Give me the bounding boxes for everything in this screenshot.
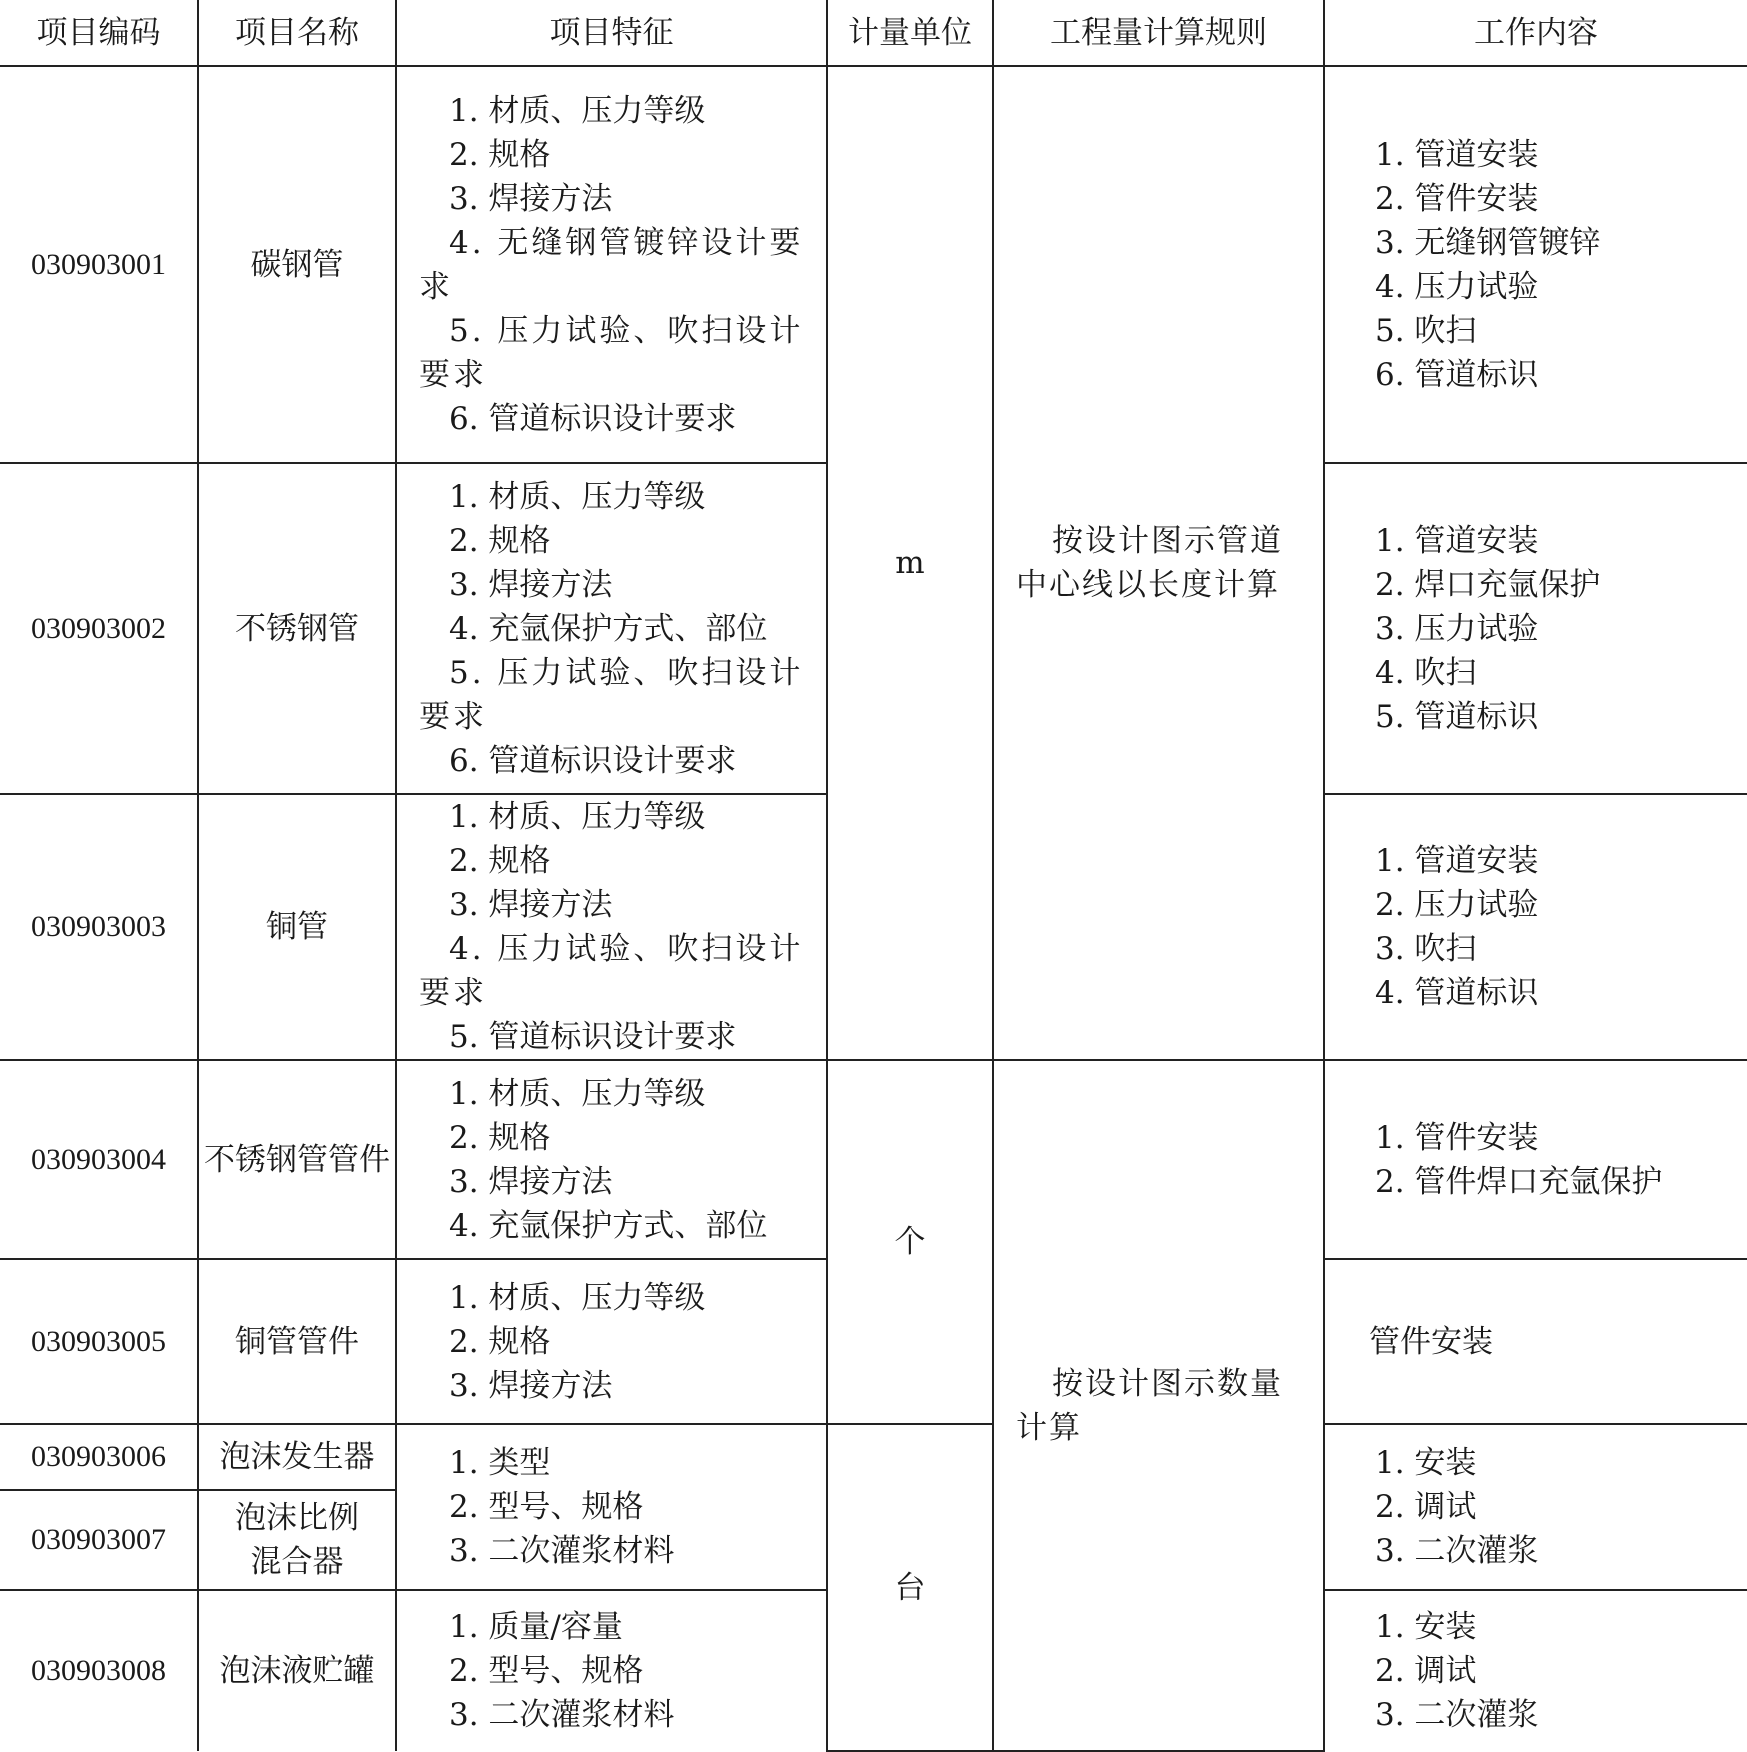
rule-text: 按设计图示管道中心线以长度计算 [1016,523,1283,603]
header-row [0,0,1747,66]
item-name-line: 泡沫比例 [235,1500,359,1536]
feature-line: 4. 充氩保护方式、部位 [449,1207,768,1244]
feature-line: 2. 型号、规格 [449,1489,644,1525]
work-line: 3. 无缝钢管镀锌 [1375,224,1601,261]
item-work [1324,1060,1747,1259]
item-name: 碳钢管 [198,66,396,463]
feature-line: 6. 管道标识设计要求 [449,742,737,779]
item-code: 030903004 [0,1060,198,1259]
feature-line: 3. 二次灌浆材料 [449,1533,675,1569]
work-line: 1. 安装 [1375,1609,1477,1645]
feature-line: 3. 焊接方法 [449,1367,613,1404]
feature-line: 3. 二次灌浆材料 [449,1697,675,1733]
feature-line: 4. 无缝钢管镀锌设计要求 [419,224,804,305]
work-line: 管件安装 [1369,1323,1493,1360]
feature-line: 6. 管道标识设计要求 [449,400,737,437]
work-line: 2. 调试 [1375,1653,1477,1689]
item-features [396,1259,827,1424]
table-row [0,66,1747,463]
item-code: 030903007 [0,1490,198,1590]
item-name: 铜管管件 [198,1259,396,1424]
table-row [0,1424,1747,1490]
feature-line: 1. 材质、压力等级 [449,92,706,129]
item-name: 泡沫发生器 [198,1424,396,1490]
work-line: 1. 管道安装 [1375,843,1539,879]
feature-line: 5. 管道标识设计要求 [449,1019,737,1055]
item-features [396,66,827,463]
work-line: 4. 管道标识 [1375,975,1539,1011]
work-line: 1. 管件安装 [1375,1119,1539,1156]
item-name: 不锈钢管 [198,463,396,794]
item-work [1324,794,1747,1060]
work-line: 6. 管道标识 [1375,356,1539,393]
item-work [1324,66,1747,463]
item-code: 030903008 [0,1590,198,1751]
work-line: 5. 吹扫 [1375,312,1477,349]
rule-quantity [993,1060,1324,1751]
work-line: 1. 管道安装 [1375,136,1539,173]
feature-line: 5. 压力试验、吹扫设计要求 [419,654,804,735]
work-line: 2. 管件焊口充氩保护 [1375,1163,1663,1200]
header-unit: 计量单位 [827,0,993,66]
item-code: 030903003 [0,794,198,1060]
item-work [1324,1424,1747,1590]
item-features [396,463,827,794]
header-features: 项目特征 [396,0,827,66]
work-line: 3. 二次灌浆 [1375,1697,1539,1733]
item-features [396,1060,827,1259]
feature-line: 3. 焊接方法 [449,180,613,217]
feature-line: 3. 焊接方法 [449,1163,613,1200]
item-name: 泡沫液贮罐 [198,1590,396,1751]
unit-fitting: 个 [827,1060,993,1424]
header-name: 项目名称 [198,0,396,66]
work-line: 1. 管道安装 [1375,522,1539,559]
rule-pipe [993,66,1324,1060]
item-code: 030903006 [0,1424,198,1490]
feature-line: 2. 规格 [449,1119,551,1156]
feature-line: 2. 规格 [449,843,551,879]
item-name [198,1490,396,1590]
item-work [1324,463,1747,794]
work-line: 5. 管道标识 [1375,698,1539,735]
feature-line: 1. 材质、压力等级 [449,799,706,835]
item-features [396,1590,827,1751]
work-line: 2. 焊口充氩保护 [1375,566,1601,603]
item-features [396,1424,827,1590]
item-code: 030903005 [0,1259,198,1424]
feature-line: 1. 材质、压力等级 [449,1279,706,1316]
feature-line: 1. 材质、压力等级 [449,1075,706,1112]
work-line: 2. 调试 [1375,1489,1477,1525]
work-line: 4. 压力试验 [1375,268,1539,305]
feature-line: 3. 焊接方法 [449,566,613,603]
item-name-line: 混合器 [250,1544,344,1580]
unit-equipment: 台 [827,1424,993,1751]
unit-pipe: m [827,66,993,1060]
work-line: 1. 安装 [1375,1445,1477,1481]
item-features [396,794,827,1060]
feature-line: 4. 压力试验、吹扫设计要求 [419,931,804,1011]
work-line: 3. 吹扫 [1375,931,1477,967]
item-work [1324,1590,1747,1751]
header-rule: 工程量计算规则 [993,0,1324,66]
feature-line: 2. 规格 [449,136,551,173]
work-line: 2. 压力试验 [1375,887,1539,923]
header-work: 工作内容 [1324,0,1747,66]
item-code: 030903002 [0,463,198,794]
item-work [1324,1259,1747,1424]
table-row [0,1060,1747,1259]
feature-line: 2. 型号、规格 [449,1653,644,1689]
work-line: 3. 压力试验 [1375,610,1539,647]
feature-line: 2. 规格 [449,522,551,559]
item-code: 030903001 [0,66,198,463]
feature-line: 3. 焊接方法 [449,887,613,923]
rule-text: 按设计图示数量计算 [1016,1365,1283,1446]
feature-line: 5. 压力试验、吹扫设计要求 [419,312,804,393]
item-name: 不锈钢管管件 [198,1060,396,1259]
feature-line: 2. 规格 [449,1323,551,1360]
feature-line: 4. 充氩保护方式、部位 [449,610,768,647]
header-code: 项目编码 [0,0,198,66]
feature-line: 1. 类型 [449,1445,551,1481]
feature-line: 1. 材质、压力等级 [449,478,706,515]
work-line: 4. 吹扫 [1375,654,1477,691]
work-line: 2. 管件安装 [1375,180,1539,217]
work-line: 3. 二次灌浆 [1375,1533,1539,1569]
feature-line: 1. 质量/容量 [449,1609,623,1645]
item-name: 铜管 [198,794,396,1060]
